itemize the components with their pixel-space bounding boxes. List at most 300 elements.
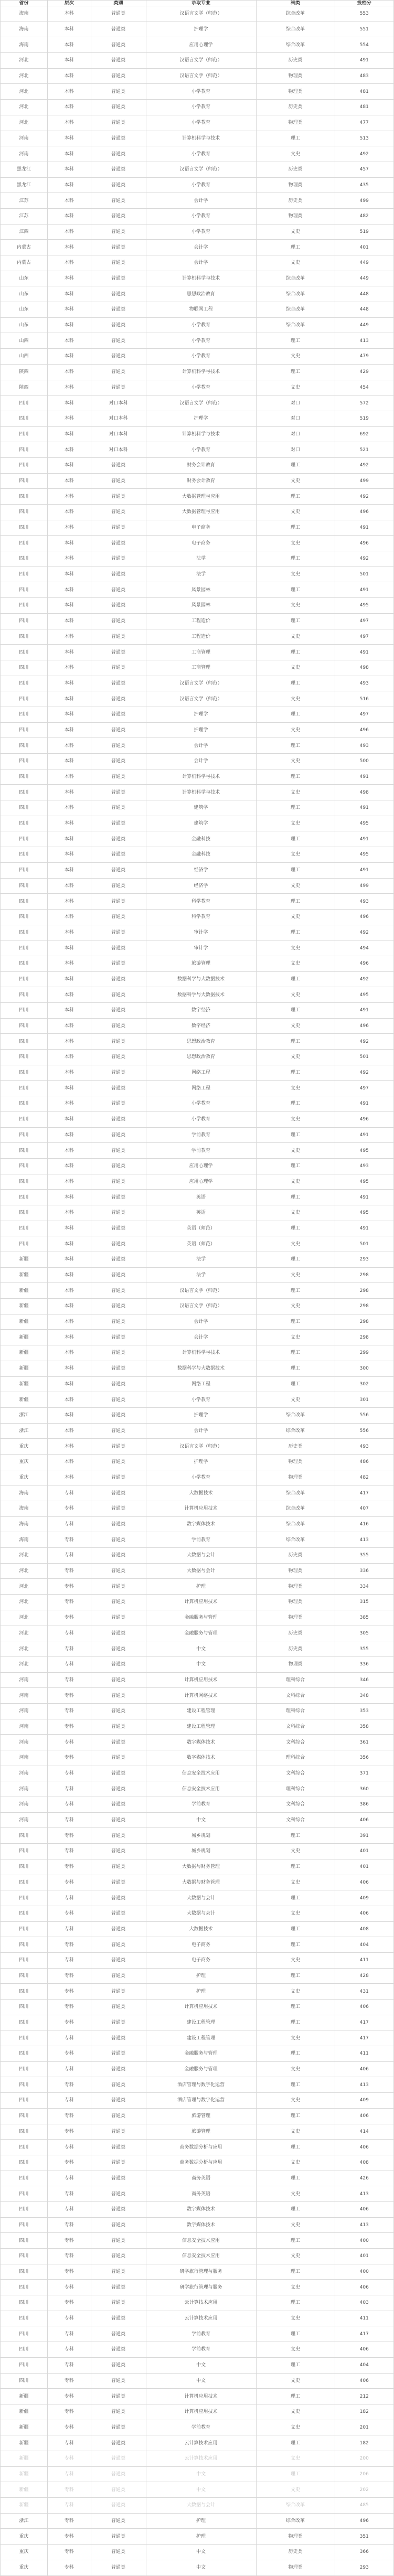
province-cell: 四川 [1,2061,48,2077]
table-row [1,68,394,84]
subject-cell: 综合改革 [256,302,335,318]
province-cell: 河北 [1,1641,48,1657]
major-cell: 护理 [146,1984,256,2000]
score-cell: 413 [335,2217,394,2233]
category-cell: 普通类 [91,177,146,193]
level-cell: 专科 [48,2046,91,2062]
major-cell: 审计学 [146,925,256,940]
table-row [1,1797,394,1813]
table-row [1,660,394,676]
table-row [1,2140,394,2155]
province-cell: 四川 [1,2326,48,2342]
score-cell: 302 [335,1376,394,1392]
category-cell: 普通类 [91,2295,146,2311]
major-cell: 汉语言文学（师范） [146,676,256,691]
major-cell: 数据科学与大数据技术 [146,1361,256,1376]
score-cell: 429 [335,364,394,380]
major-cell: 数字经济 [146,1018,256,1034]
level-cell: 专科 [48,2015,91,2030]
score-cell: 496 [335,956,394,971]
score-cell: 454 [335,380,394,396]
major-cell: 会计学 [146,1314,256,1330]
major-cell: 学前教育 [146,1127,256,1143]
level-cell: 本科 [48,878,91,894]
major-cell: 大数据管理与应用 [146,489,256,505]
table-row [1,754,394,769]
province-cell: 四川 [1,613,48,629]
major-cell: 中文 [146,1641,256,1657]
level-cell: 专科 [48,2357,91,2373]
major-cell: 数字媒体技术 [146,1735,256,1750]
major-cell: 商务英语 [146,2186,256,2202]
category-cell: 普通类 [91,2513,146,2529]
level-cell: 专科 [48,1937,91,1953]
major-cell: 小学教育 [146,1392,256,1408]
table-row [1,426,394,442]
major-cell: 计算机应用技术 [146,1501,256,1517]
major-cell: 计算机科学与技术 [146,364,256,380]
province-cell: 四川 [1,2077,48,2093]
table-row [1,1656,394,1672]
level-cell: 专科 [48,2171,91,2186]
major-cell: 中文 [146,1656,256,1672]
score-cell: 457 [335,162,394,177]
category-cell: 普通类 [91,1096,146,1112]
level-cell: 专科 [48,1906,91,1921]
category-cell: 普通类 [91,115,146,131]
category-cell: 普通类 [91,2373,146,2389]
subject-cell: 文史 [256,1844,335,1859]
level-cell: 本科 [48,271,91,286]
score-cell: 482 [335,208,394,224]
subject-cell: 文史 [256,2061,335,2077]
subject-cell: 历史类 [256,1641,335,1657]
table-row [1,1158,394,1174]
level-cell: 本科 [48,224,91,240]
level-cell: 专科 [48,1781,91,1797]
subject-cell: 文史 [256,940,335,956]
subject-cell: 文史 [256,566,335,582]
category-cell: 普通类 [91,489,146,505]
province-cell: 黑龙江 [1,162,48,177]
score-cell: 491 [335,582,394,598]
major-cell: 英语 [146,1205,256,1221]
subject-cell: 文史 [256,909,335,925]
table-row [1,1968,394,1984]
table-row [1,2373,394,2389]
subject-cell: 物理类 [256,84,335,100]
province-cell: 四川 [1,862,48,878]
level-cell: 本科 [48,1127,91,1143]
score-cell: 411 [335,1952,394,1968]
major-cell: 汉语言文学（师范） [146,1299,256,1314]
table-row [1,1034,394,1050]
table-row [1,2326,394,2342]
subject-cell: 理工 [256,2264,335,2280]
subject-cell: 理工 [256,333,335,349]
subject-cell: 文史 [256,1392,335,1408]
score-cell: 495 [335,1174,394,1190]
level-cell: 本科 [48,240,91,255]
province-cell: 四川 [1,2342,48,2358]
table-row [1,1719,394,1735]
score-cell: 413 [335,2186,394,2202]
province-cell: 四川 [1,707,48,722]
table-row [1,1532,394,1548]
table-row [1,566,394,582]
table-row [1,598,394,614]
province-cell: 四川 [1,505,48,520]
subject-cell: 文史 [256,1205,335,1221]
major-cell: 中文 [146,2466,256,2482]
province-cell: 四川 [1,1050,48,1065]
score-cell: 513 [335,131,394,146]
subject-cell: 理工 [256,2326,335,2342]
level-cell: 本科 [48,754,91,769]
major-cell: 汉语言文学（师范） [146,396,256,411]
table-row [1,1330,394,1345]
table-row [1,1439,394,1455]
table-row [1,894,394,910]
category-cell: 普通类 [91,2015,146,2030]
subject-cell: 历史类 [256,1548,335,1564]
subject-cell: 理工 [256,2233,335,2249]
subject-cell: 文科综合 [256,1719,335,1735]
category-cell: 普通类 [91,613,146,629]
category-cell: 普通类 [91,1672,146,1688]
category-cell: 普通类 [91,6,146,22]
table-row [1,2264,394,2280]
subject-cell: 文史 [256,2482,335,2498]
table-row [1,2420,394,2435]
province-cell: 新疆 [1,1314,48,1330]
major-cell: 会计学 [146,738,256,754]
category-cell: 普通类 [91,1470,146,1485]
level-cell: 本科 [48,847,91,863]
major-cell: 护理学 [146,1407,256,1423]
major-cell: 云计算技术应用 [146,2311,256,2326]
table-row [1,37,394,53]
score-cell: 182 [335,2435,394,2451]
major-cell: 应用心理学 [146,37,256,53]
score-cell: 401 [335,1844,394,1859]
table-row [1,1407,394,1423]
category-cell: 普通类 [91,131,146,146]
category-cell: 普通类 [91,193,146,209]
score-cell: 491 [335,800,394,816]
score-cell: 498 [335,785,394,800]
level-cell: 本科 [48,1050,91,1065]
province-cell: 河南 [1,1797,48,1813]
category-cell: 普通类 [91,1968,146,1984]
major-cell: 财务会计教育 [146,473,256,489]
table-row [1,240,394,255]
subject-cell: 物理类 [256,1656,335,1672]
major-cell: 计算机科学与技术 [146,426,256,442]
table-row [1,2451,394,2466]
level-cell: 本科 [48,396,91,411]
subject-cell: 文史 [256,2404,335,2420]
province-cell: 四川 [1,878,48,894]
score-cell: 495 [335,1143,394,1159]
score-cell: 348 [335,1688,394,1704]
level-cell: 专科 [48,2140,91,2155]
province-cell: 河南 [1,146,48,162]
subject-cell: 理工 [256,1221,335,1236]
score-cell: 406 [335,2108,394,2124]
table-row [1,349,394,365]
major-cell: 数字经济 [146,1003,256,1019]
table-row [1,2186,394,2202]
subject-cell: 文史 [256,505,335,520]
subject-cell: 理工 [256,2000,335,2015]
score-cell: 492 [335,457,394,473]
score-cell: 212 [335,2389,394,2404]
subject-cell: 物理类 [256,68,335,84]
score-cell: 491 [335,831,394,847]
score-cell: 556 [335,1407,394,1423]
score-cell: 351 [335,2529,394,2545]
category-cell: 普通类 [91,240,146,255]
subject-cell: 综合改革 [256,1516,335,1532]
major-cell: 学前教育 [146,1143,256,1159]
table-row [1,785,394,800]
category-cell: 普通类 [91,2342,146,2358]
subject-cell: 理工 [256,2046,335,2062]
subject-cell: 物理类 [256,1579,335,1595]
table-row [1,613,394,629]
table-row [1,2046,394,2062]
category-cell: 普通类 [91,2249,146,2264]
level-cell: 本科 [48,1345,91,1361]
table-row [1,1345,394,1361]
level-cell: 本科 [48,426,91,442]
subject-cell: 文科综合 [256,1812,335,1828]
subject-cell: 物理类 [256,1595,335,1610]
level-cell: 专科 [48,1656,91,1672]
province-cell: 四川 [1,489,48,505]
score-cell: 449 [335,271,394,286]
score-cell: 336 [335,1563,394,1579]
level-cell: 专科 [48,1921,91,1937]
level-cell: 专科 [48,2326,91,2342]
province-cell: 河南 [1,1688,48,1704]
category-cell: 普通类 [91,1797,146,1813]
table-row [1,100,394,115]
level-cell: 专科 [48,2061,91,2077]
score-cell: 692 [335,426,394,442]
level-cell: 专科 [48,1610,91,1626]
level-cell: 专科 [48,1968,91,1984]
table-row [1,1470,394,1485]
major-cell: 工程造价 [146,613,256,629]
major-cell: 网络工程 [146,1065,256,1081]
province-cell: 四川 [1,1844,48,1859]
category-cell: 普通类 [91,2560,146,2575]
major-cell: 大数据与会计 [146,1563,256,1579]
score-cell: 551 [335,22,394,37]
major-cell: 护理 [146,1579,256,1595]
score-cell: 406 [335,2061,394,2077]
subject-cell: 综合改革 [256,2513,335,2529]
province-cell: 四川 [1,2155,48,2171]
score-cell: 495 [335,987,394,1003]
subject-cell: 文史 [256,1111,335,1127]
category-cell: 普通类 [91,800,146,816]
category-cell: 普通类 [91,505,146,520]
table-row [1,536,394,551]
category-cell: 普通类 [91,100,146,115]
level-cell: 本科 [48,505,91,520]
category-cell: 普通类 [91,2155,146,2171]
table-row [1,862,394,878]
major-cell: 学前教育 [146,2342,256,2358]
level-cell: 专科 [48,2389,91,2404]
score-cell: 182 [335,2404,394,2420]
level-cell: 专科 [48,2280,91,2295]
table-row [1,2201,394,2217]
score-cell: 406 [335,1906,394,1921]
province-cell: 四川 [1,1875,48,1890]
subject-cell: 理工 [256,1314,335,1330]
category-cell: 普通类 [91,1034,146,1050]
province-cell: 河北 [1,1548,48,1564]
level-cell: 本科 [48,629,91,645]
score-cell: 400 [335,2264,394,2280]
province-cell: 四川 [1,2311,48,2326]
major-cell: 小学教育 [146,349,256,365]
table-row [1,53,394,69]
table-row [1,1003,394,1019]
table-row [1,1579,394,1595]
subject-cell: 物理类 [256,1470,335,1485]
level-cell: 本科 [48,22,91,37]
category-cell: 普通类 [91,1003,146,1019]
province-cell: 四川 [1,2233,48,2249]
province-cell: 四川 [1,1003,48,1019]
province-cell: 新疆 [1,1252,48,1268]
score-cell: 492 [335,489,394,505]
province-cell: 河南 [1,1672,48,1688]
category-cell: 普通类 [91,2545,146,2560]
category-cell: 普通类 [91,1221,146,1236]
province-cell: 河南 [1,1703,48,1719]
table-row [1,286,394,302]
table-row [1,1361,394,1376]
subject-cell: 理工 [256,738,335,754]
table-row [1,2108,394,2124]
province-cell: 河南 [1,1750,48,1766]
subject-cell: 理工 [256,1859,335,1875]
level-cell: 本科 [48,193,91,209]
major-cell: 小学教育 [146,1111,256,1127]
category-cell: 普通类 [91,2000,146,2015]
province-cell: 新疆 [1,2435,48,2451]
province-cell: 四川 [1,1906,48,1921]
province-cell: 新疆 [1,2466,48,2482]
province-cell: 重庆 [1,2529,48,2545]
category-cell: 普通类 [91,271,146,286]
category-cell: 普通类 [91,2030,146,2046]
score-cell: 491 [335,1221,394,1236]
table-row [1,1454,394,1470]
subject-cell: 文史 [256,1875,335,1890]
score-cell: 477 [335,115,394,131]
score-cell: 404 [335,1937,394,1953]
category-cell: 普通类 [91,1719,146,1735]
score-cell: 413 [335,2077,394,2093]
level-cell: 本科 [48,1454,91,1470]
score-cell: 492 [335,1034,394,1050]
major-cell: 小学教育 [146,84,256,100]
major-cell: 电子商务 [146,1952,256,1968]
subject-cell: 理工 [256,1376,335,1392]
major-cell: 工程造价 [146,629,256,645]
category-cell: 普通类 [91,1516,146,1532]
table-row [1,177,394,193]
major-cell: 数字媒体技术 [146,2217,256,2233]
province-cell: 新疆 [1,1376,48,1392]
subject-cell: 理工 [256,2435,335,2451]
table-row [1,333,394,349]
table-row [1,1252,394,1268]
level-cell: 本科 [48,1143,91,1159]
subject-cell: 物理类 [256,1454,335,1470]
score-cell: 519 [335,411,394,426]
score-cell: 298 [335,1330,394,1345]
major-cell: 学前教育 [146,1797,256,1813]
major-cell: 物联网工程 [146,302,256,318]
table-row [1,1703,394,1719]
category-cell: 普通类 [91,1439,146,1455]
score-cell: 498 [335,660,394,676]
category-cell: 普通类 [91,1750,146,1766]
subject-cell: 理工 [256,769,335,785]
score-cell: 299 [335,1345,394,1361]
level-cell: 本科 [48,1205,91,1221]
level-cell: 本科 [48,769,91,785]
category-cell: 普通类 [91,1127,146,1143]
level-cell: 本科 [48,582,91,598]
score-cell: 501 [335,566,394,582]
category-cell: 普通类 [91,1190,146,1205]
level-cell: 本科 [48,286,91,302]
level-cell: 本科 [48,1361,91,1376]
province-cell: 四川 [1,1921,48,1937]
category-cell: 普通类 [91,1065,146,1081]
subject-cell: 理工 [256,1190,335,1205]
major-cell: 大数据与会计 [146,1548,256,1564]
subject-cell: 理工 [256,489,335,505]
level-cell: 本科 [48,457,91,473]
table-row [1,2015,394,2030]
province-cell: 四川 [1,2264,48,2280]
level-cell: 专科 [48,2466,91,2482]
column-header-category: 类别 [91,1,146,6]
province-cell: 四川 [1,536,48,551]
major-cell: 计算机应用技术 [146,1595,256,1610]
level-cell: 专科 [48,1750,91,1766]
table-row [1,2217,394,2233]
province-cell: 新疆 [1,1299,48,1314]
subject-cell: 文史 [256,1330,335,1345]
table-row [1,489,394,505]
subject-cell: 理工 [256,520,335,536]
province-cell: 四川 [1,2124,48,2140]
category-cell: 普通类 [91,2077,146,2093]
province-cell: 新疆 [1,1345,48,1361]
province-cell: 四川 [1,1034,48,1050]
